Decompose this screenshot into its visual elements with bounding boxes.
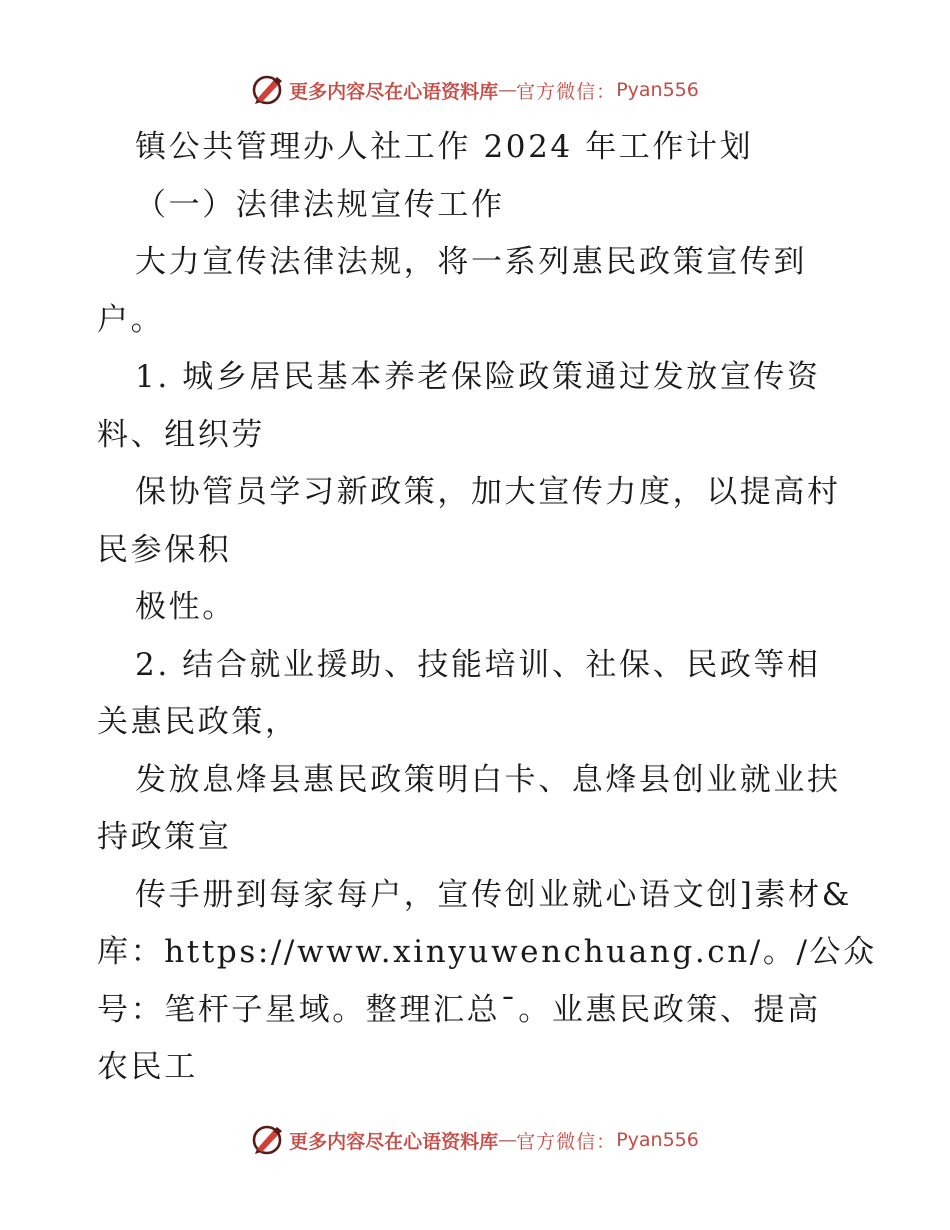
body-line: 农民工 — [97, 1049, 198, 1085]
watermark-brand: 更多内容尽在心语资料库 — [289, 80, 499, 103]
body-line: 传手册到每家每户，宣传创业就心语文创]素材& — [135, 876, 852, 913]
body-line: 发放息烽县惠民政策明白卡、息烽县创业就业扶 — [135, 761, 841, 798]
pen-logo-icon — [251, 1123, 285, 1157]
watermark-wechat-label: 官方微信： — [516, 1130, 617, 1153]
body-line: 持政策宣 — [97, 819, 232, 855]
watermark-account: Pyan556 — [616, 1129, 699, 1151]
watermark-account: Pyan556 — [616, 79, 699, 101]
body-line: 大力宣传法律法规，将一系列惠民政策宣传到 — [135, 244, 807, 280]
watermark-dash: — — [498, 79, 517, 101]
watermark-dash: — — [498, 1129, 517, 1151]
pen-logo-icon — [251, 73, 285, 107]
body-line: 2. 结合就业援助、技能培训、社保、民政等相 — [135, 646, 821, 683]
body-line: 民参保积 — [97, 531, 232, 568]
body-line: 关惠民政策， — [97, 704, 299, 740]
watermark-wechat-label: 官方微信： — [516, 80, 617, 103]
body-line: 库：https://www.xinyuwenchuang.cn/。/公众 — [97, 934, 877, 970]
document-body — [97, 119, 877, 1097]
body-line: 1. 城乡居民基本养老保险政策通过发放宣传资 — [135, 359, 821, 395]
section-heading: （一）法律法规宣传工作 — [135, 186, 505, 223]
footer-watermark — [0, 1120, 950, 1160]
document-title: 镇公共管理办人社工作 2024 年工作计划 — [135, 129, 754, 165]
body-line: 极性。 — [135, 589, 236, 625]
body-line: 料、组织劳 — [97, 416, 265, 453]
watermark-brand: 更多内容尽在心语资料库 — [289, 1130, 499, 1153]
body-line: 户。 — [97, 301, 165, 338]
header-watermark — [0, 70, 950, 110]
body-line: 保协管员学习新政策，加大宣传力度，以提高村 — [135, 474, 841, 510]
body-line: 号：笔杆子星域。整理汇总¯。业惠民政策、提高 — [97, 991, 821, 1028]
